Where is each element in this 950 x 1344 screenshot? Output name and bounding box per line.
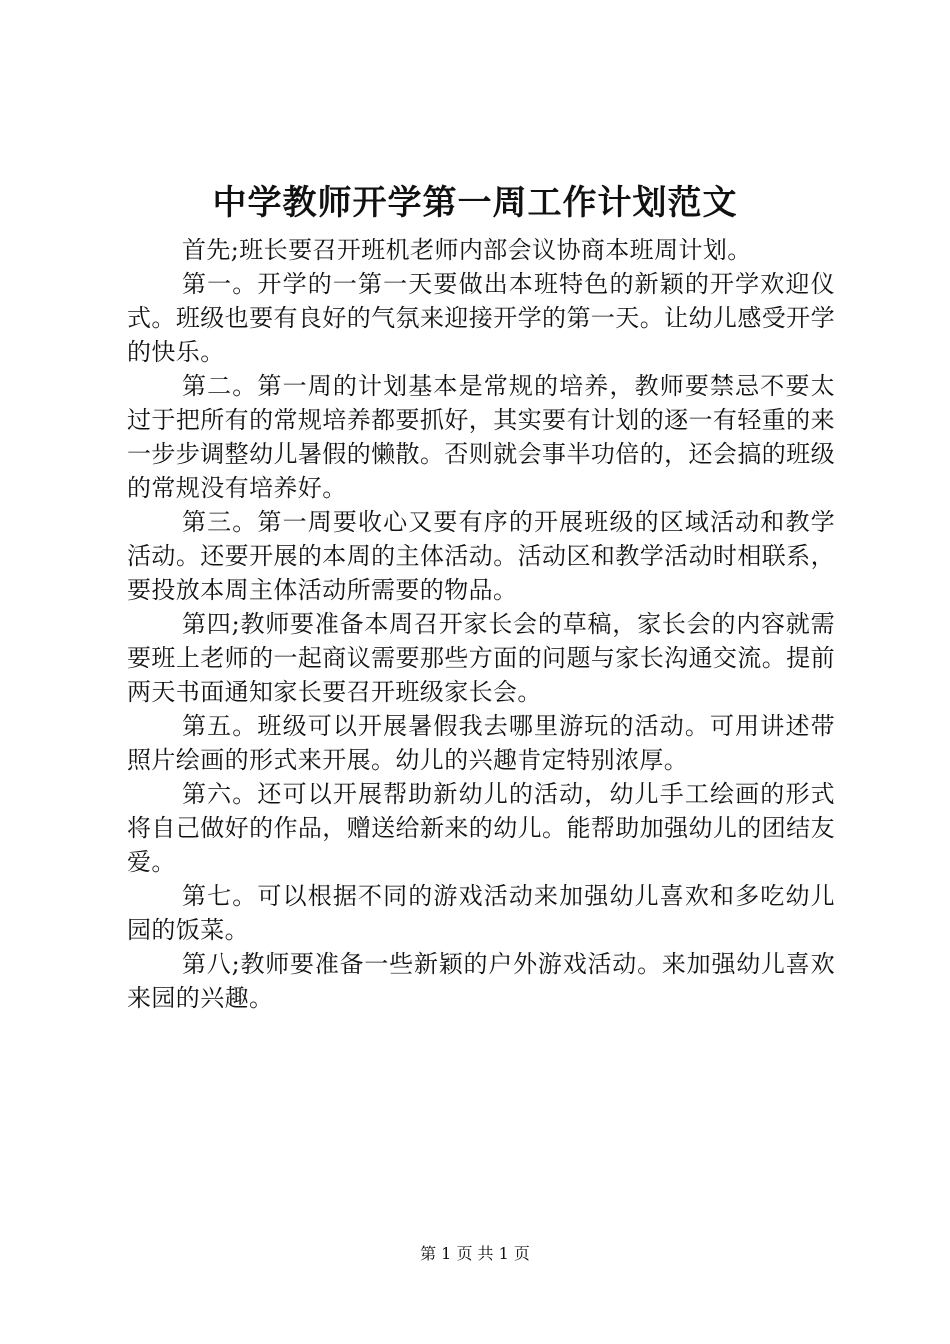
- paragraph-1: 第一。开学的一第一天要做出本班特色的新颖的开学欢迎仪式。班级也要有良好的气氛来迎接开学的第一天。让幼儿感受开学的快乐。: [127, 270, 835, 366]
- paragraph-4: 第四;教师要准备本周召开家长会的草稿，家长会的内容就需要班上老师的一起商议需要那些方面的问题与家长沟通交流。提前两天书面通知家长要召开班级家长会。: [127, 610, 835, 706]
- paragraph-5: 第五。班级可以开展暑假我去哪里游玩的活动。可用讲述带照片绘画的形式来开展。幼儿的兴趣肯定特别浓厚。: [127, 712, 835, 774]
- document-body: [127, 233, 835, 1015]
- paragraph-8: 第八;教师要准备一些新颖的户外游戏活动。来加强幼儿喜欢来园的兴趣。: [127, 950, 835, 1012]
- paragraph-3: 第三。第一周要收心又要有序的开展班级的区域活动和教学活动。还要开展的本周的主体活动。活动区和教学活动时相联系，要投放本周主体活动所需要的物品。: [127, 508, 835, 604]
- paragraph-2: 第二。第一周的计划基本是常规的培养，教师要禁忌不要太过于把所有的常规培养都要抓好，其实要有计划的逐一有轻重的来一步步调整幼儿暑假的懒散。否则就会事半功倍的，还会搞的班级的常规没有培养好。: [127, 372, 835, 502]
- paragraph-intro: 首先;班长要召开班机老师内部会议协商本班周计划。: [182, 236, 752, 264]
- paragraph-7: 第七。可以根据不同的游戏活动来加强幼儿喜欢和多吃幼儿园的饭菜。: [127, 882, 835, 944]
- paragraph-6: 第六。还可以开展帮助新幼儿的活动，幼儿手工绘画的形式将自己做好的作品，赠送给新来的幼儿。能帮助加强幼儿的团结友爱。: [127, 780, 835, 876]
- document-title: 中学教师开学第一周工作计划范文: [212, 183, 738, 223]
- page-footer: 第 1 页 共 1 页: [420, 1244, 530, 1263]
